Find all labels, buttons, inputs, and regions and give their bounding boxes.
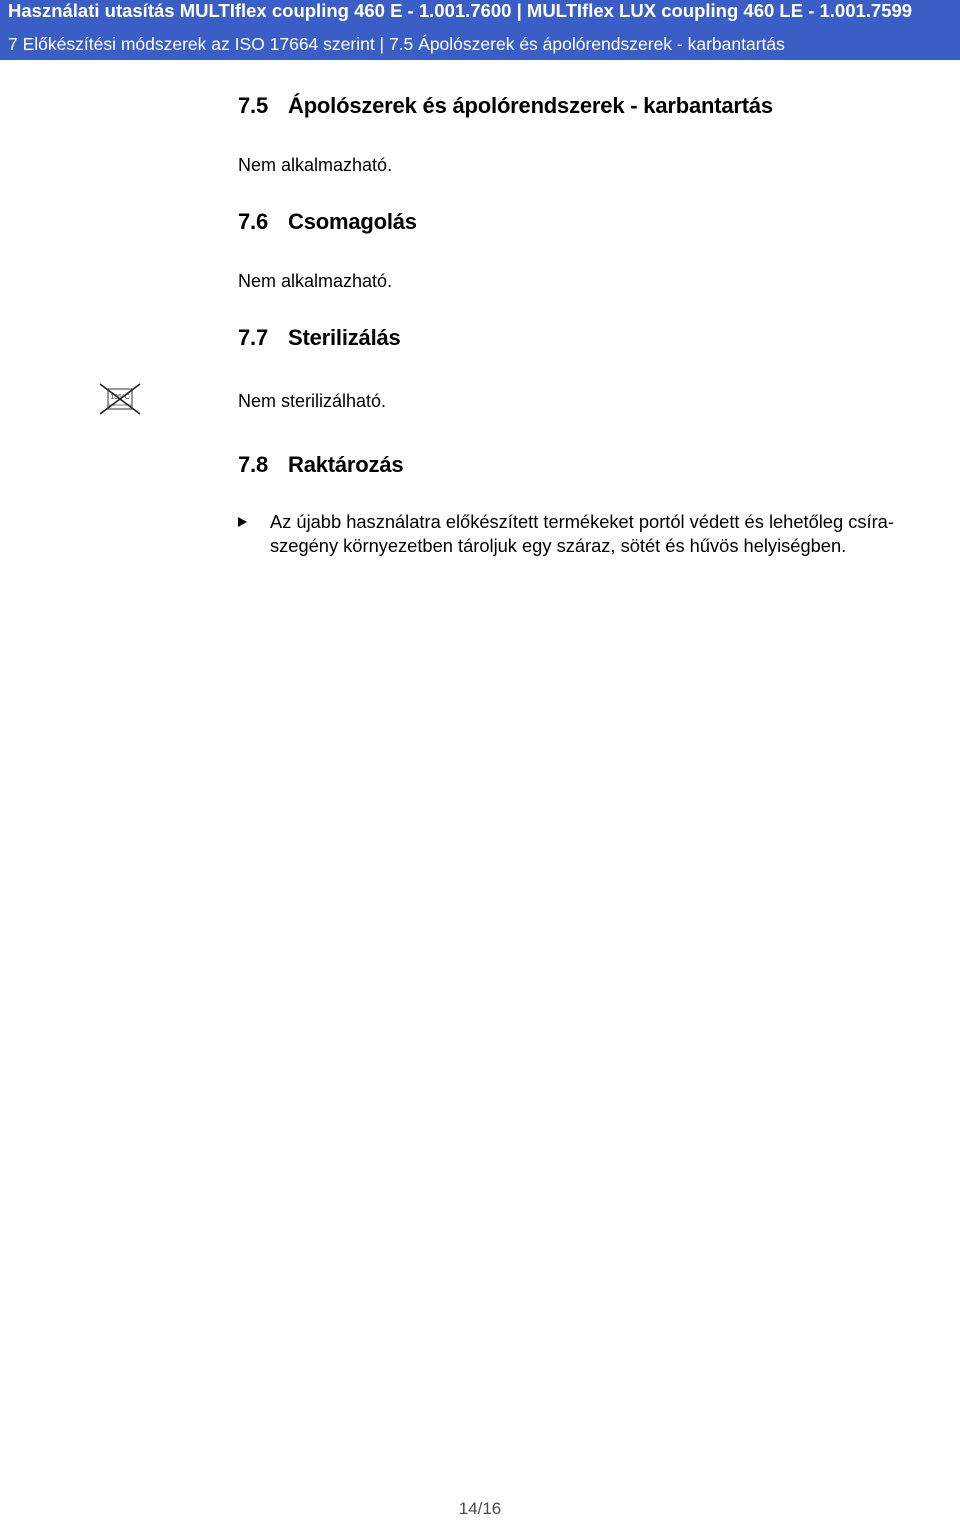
section-heading-7-7	[238, 325, 401, 351]
section-number: 7.8	[238, 452, 268, 477]
no-sterilization-icon	[99, 383, 141, 415]
section-heading-7-5	[238, 93, 773, 119]
section-text-7-7: Nem sterilizálható.	[238, 391, 387, 411]
bullet-arrow-icon	[238, 517, 247, 527]
section-title: Ápolószerek és ápolórendszerek - karbantartás	[288, 93, 773, 118]
section-text-7-6: Nem alkalmazható.	[238, 271, 393, 291]
section-heading-7-8	[238, 452, 403, 478]
section-text-7-5: Nem alkalmazható.	[238, 155, 393, 175]
page-header	[0, 0, 960, 60]
breadcrumb: 7 Előkészítési módszerek az ISO 17664 szerint | 7.5 Ápolószerek és ápolórendszerek - karbantartás	[8, 34, 785, 54]
section-heading-7-6	[238, 209, 417, 235]
page-number: 14/16	[458, 1499, 502, 1518]
section-title: Sterilizálás	[288, 325, 401, 350]
section-number: 7.6	[238, 209, 268, 234]
list-item: Az újabb használatra előkészített termékeket portól védett és lehetőleg csíra-szegény környezetben tároljuk egy száraz, sötét és hűvös helyiségben.	[270, 511, 894, 556]
section-number: 7.5	[238, 93, 268, 118]
document-title: Használati utasítás MULTIflex coupling 460 E - 1.001.7600 | MULTIflex LUX coupling 460 LE - 1.001.7599	[8, 0, 913, 21]
section-number: 7.7	[238, 325, 268, 350]
section-title: Raktározás	[288, 452, 404, 477]
section-title: Csomagolás	[288, 209, 417, 234]
temperature-label: 135°C	[110, 394, 130, 401]
